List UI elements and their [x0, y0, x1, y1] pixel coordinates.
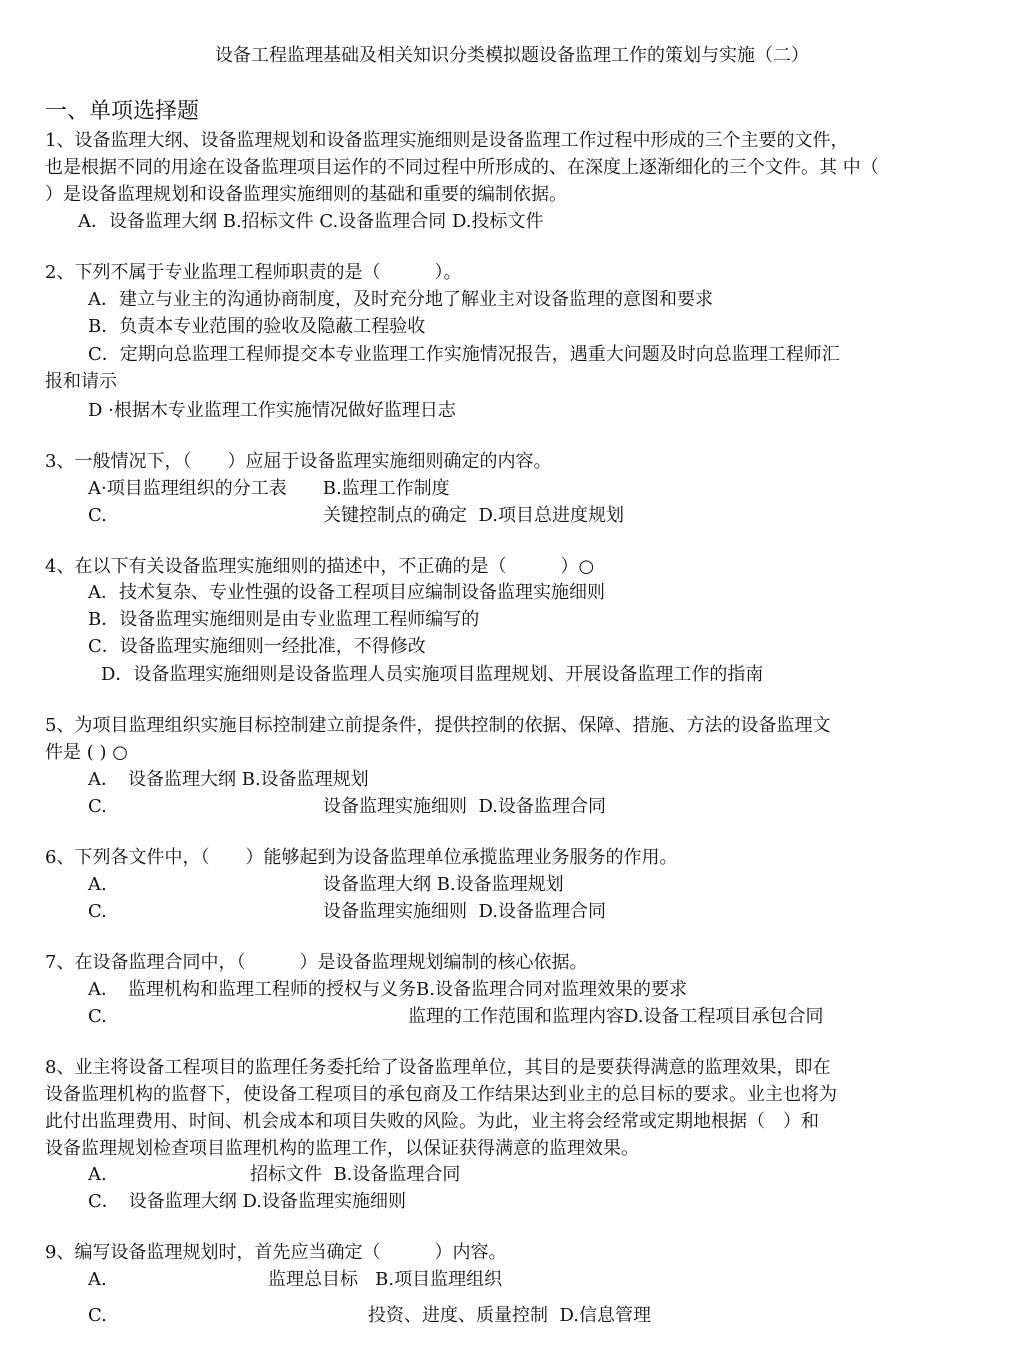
q8-stem-line-2: 设备监理机构的监督下，使设备工程项目的承包商及工作结果达到业主的总目标的要求。业主也将为: [45, 1084, 837, 1105]
section-heading: 一、单项选择题: [45, 99, 200, 124]
q7-options-cd: 监理的工作范围和监理内容D.设备工程项目承包合同: [408, 1006, 824, 1027]
q8-stem-line-3: 此付出监理费用、时间、机会成本和项目失败的风险。为此，业主将会经常或定期地根据（ ）和: [45, 1111, 819, 1132]
q8-options-cd: C． 设备监理大纲 D.设备监理实施细则: [88, 1191, 407, 1212]
q3-stem: 3、一般情况下，（ ）应屈于设备监理实施细则确定的内容。: [45, 451, 552, 472]
q2-option-d: D ·根据木专业监理工作实施情况做好监理日志: [88, 400, 456, 421]
q1-options: A．设备监理大纲 B.招标文件 C.设备监理合同 D.投标文件: [78, 211, 544, 232]
q5-options-cd: 设备监理实施细则 D.设备监理合同: [323, 796, 606, 817]
q6-options-cd: 设备监理实施细则 D.设备监理合同: [323, 901, 606, 922]
q9-options-cd: 投资、进度、质量控制 D.信息管理: [368, 1305, 651, 1326]
q9-stem: 9、编写设备监理规划时，首先应当确定（ ）内容。: [45, 1242, 507, 1263]
q8-option-a-label: A.: [88, 1164, 107, 1185]
q3-option-c-label: C.: [88, 505, 107, 526]
q6-option-a-label: A.: [88, 874, 107, 895]
q2-option-c-line-2: 报和请示: [45, 371, 117, 392]
q4-stem: 4、在以下有关设备监理实施细则的描述中，不正确的是（ ）○: [45, 556, 595, 577]
q7-stem: 7、在设备监理合同中，（ ）是设备监理规划编制的核心依据。: [45, 952, 588, 973]
q7-options-ab: A． 监理机构和监理工程师的授权与义务B.设备监理合同对监理效果的要求: [88, 979, 687, 1000]
q1-stem-line-1: 1、设备监理大纲、设备监理规划和设备监理实施细则是设备监理工作过程中形成的三个主要的文件，: [45, 130, 849, 151]
q6-options-ab: 设备监理大纲 B.设备监理规划: [323, 874, 564, 895]
q2-option-c-line-1: C．定期向总监理工程师提交本专业监理工作实施情况报告，遇重大问题及时向总监理工程师汇: [88, 344, 840, 365]
q1-stem-line-2: 也是根据不同的用途在设备监理项目运作的不同过程中所形成的、在深度上逐渐细化的三个文件。其 中（: [45, 157, 879, 178]
q8-stem-line-4: 设备监理规划检查项目监理机构的监理工作，以保证获得满意的监理效果。: [45, 1138, 639, 1159]
q4-option-d: D．设备监理实施细则是设备监理人员实施项目监理规划、开展设备监理工作的指南: [101, 664, 764, 685]
q2-option-b: B．负责本专业范围的验收及隐蔽工程验收: [88, 316, 426, 337]
q9-option-c-label: C.: [88, 1305, 107, 1326]
q4-option-c: C．设备监理实施细则一经批准，不得修改: [88, 636, 426, 657]
q6-stem: 6、下列各文件中，（ ）能够起到为设备监理单位承揽监理业务服务的作用。: [45, 847, 678, 868]
q5-stem-line-2: 件是 ( ) ○: [45, 742, 128, 763]
q3-options-ab: A·项目监理组织的分工表 B.监理工作制度: [88, 478, 450, 499]
q9-options-ab: 监理总目标 B.项目监理组织: [268, 1269, 503, 1290]
q3-options-cd: 关键控制点的确定 D.项目总进度规划: [323, 505, 624, 526]
q6-option-c-label: C.: [88, 901, 107, 922]
q4-option-a: A．技术复杂、专业性强的设备工程项目应编制设备监理实施细则: [88, 582, 605, 603]
q9-option-a-label: A.: [88, 1269, 107, 1290]
q5-stem-line-1: 5、为项目监理组织实施目标控制建立前提条件，提供控制的依据、保障、措施、方法的设备监理文: [45, 715, 831, 736]
q1-stem-line-3: ）是设备监理规划和设备监理实施细则的基础和重要的编制依据。: [45, 184, 567, 205]
q2-stem: 2、下列不属于专业监理工程师职责的是（ ）。: [45, 262, 462, 283]
q8-stem-line-1: 8、业主将设备工程项目的监理任务委托给了设备监理单位，其目的是要获得满意的监理效果，即在: [45, 1057, 831, 1078]
document-title: 设备工程监理基础及相关知识分类模拟题设备监理工作的策划与实施（二）: [215, 45, 809, 66]
q4-option-b: B．设备监理实施细则是由专业监理工程师编写的: [88, 609, 480, 630]
q5-options-ab: A． 设备监理大纲 B.设备监理规划: [88, 769, 369, 790]
q2-option-a: A．建立与业主的沟通协商制度，及时充分地了解业主对设备监理的意图和要求: [88, 289, 713, 310]
q7-option-c-label: C.: [88, 1006, 107, 1027]
q8-options-ab: 招标文件 B.设备监理合同: [250, 1164, 461, 1185]
q5-option-c-label: C.: [88, 796, 107, 817]
